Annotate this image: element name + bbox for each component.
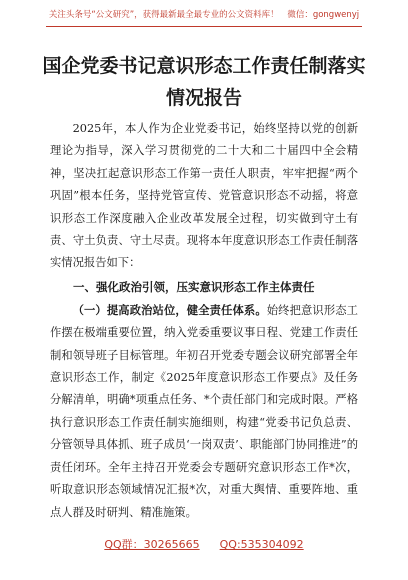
top-banner [0,8,408,20]
subsection-paragraph-1 [50,299,358,524]
document-body [50,118,358,524]
banner-text: 关注头条号“公文研究”，获得最新最全最专业的公文资料库！ [48,10,279,20]
footer-qq-group: QQ群：30265665 [104,538,200,551]
banner-contact: 微信：gongwenyj [287,10,360,20]
subsection-heading-1: （一）提高政治站位，健全责任体系。 [72,302,267,317]
footer-qq: QQ:535304092 [219,538,304,551]
footer-contacts [0,536,408,552]
section-heading-1: 一、强化政治引领，压实意识形态工作主体责任 [73,279,315,294]
header-rule [46,26,362,27]
document-title: 国企党委书记意识形态工作责任制落实情况报告 [42,55,366,109]
intro-paragraph: 2025年，本人作为企业党委书记，始终坚持以党的创新理论为指导，深入学习贯彻党的二十大和二十届四中全会精神，坚决扛起意识形态工作第一责任人职责，牢牢把握“两个巩固”根本任务，坚持党管宣传、党管意识形态不动摇，将意识形态工作深度融入企业改革发展全过程，切实做到守土有责、守土负责、守土尽责。现将本年度意识形态工作责任制落实情况报告如下： [50,122,358,270]
subsection-body-1: 始终把意识形态工作摆在极端重要位置，纳入党委重要议事日程、党建工作责任制和领导班子目标管理。年初召开党委专题会议研究部署全年意识形态工作，制定《2025年度意识形态工作要点》及任务分解清单，明确*项重点任务、*个责任部门和完成时限。严格执行意识形态工作责任制实施细则，构建“党委书记负总责、分管领导具体抓、班子成员‘一岗双责’、职能部门协同推进”的责任闭环。全年主持召开党委会专题研究意识形态工作*次，听取意识形态领域情况汇报*次，对重大舆情、重要阵地、重点人群及时研判、精准施策。 [50,303,358,519]
